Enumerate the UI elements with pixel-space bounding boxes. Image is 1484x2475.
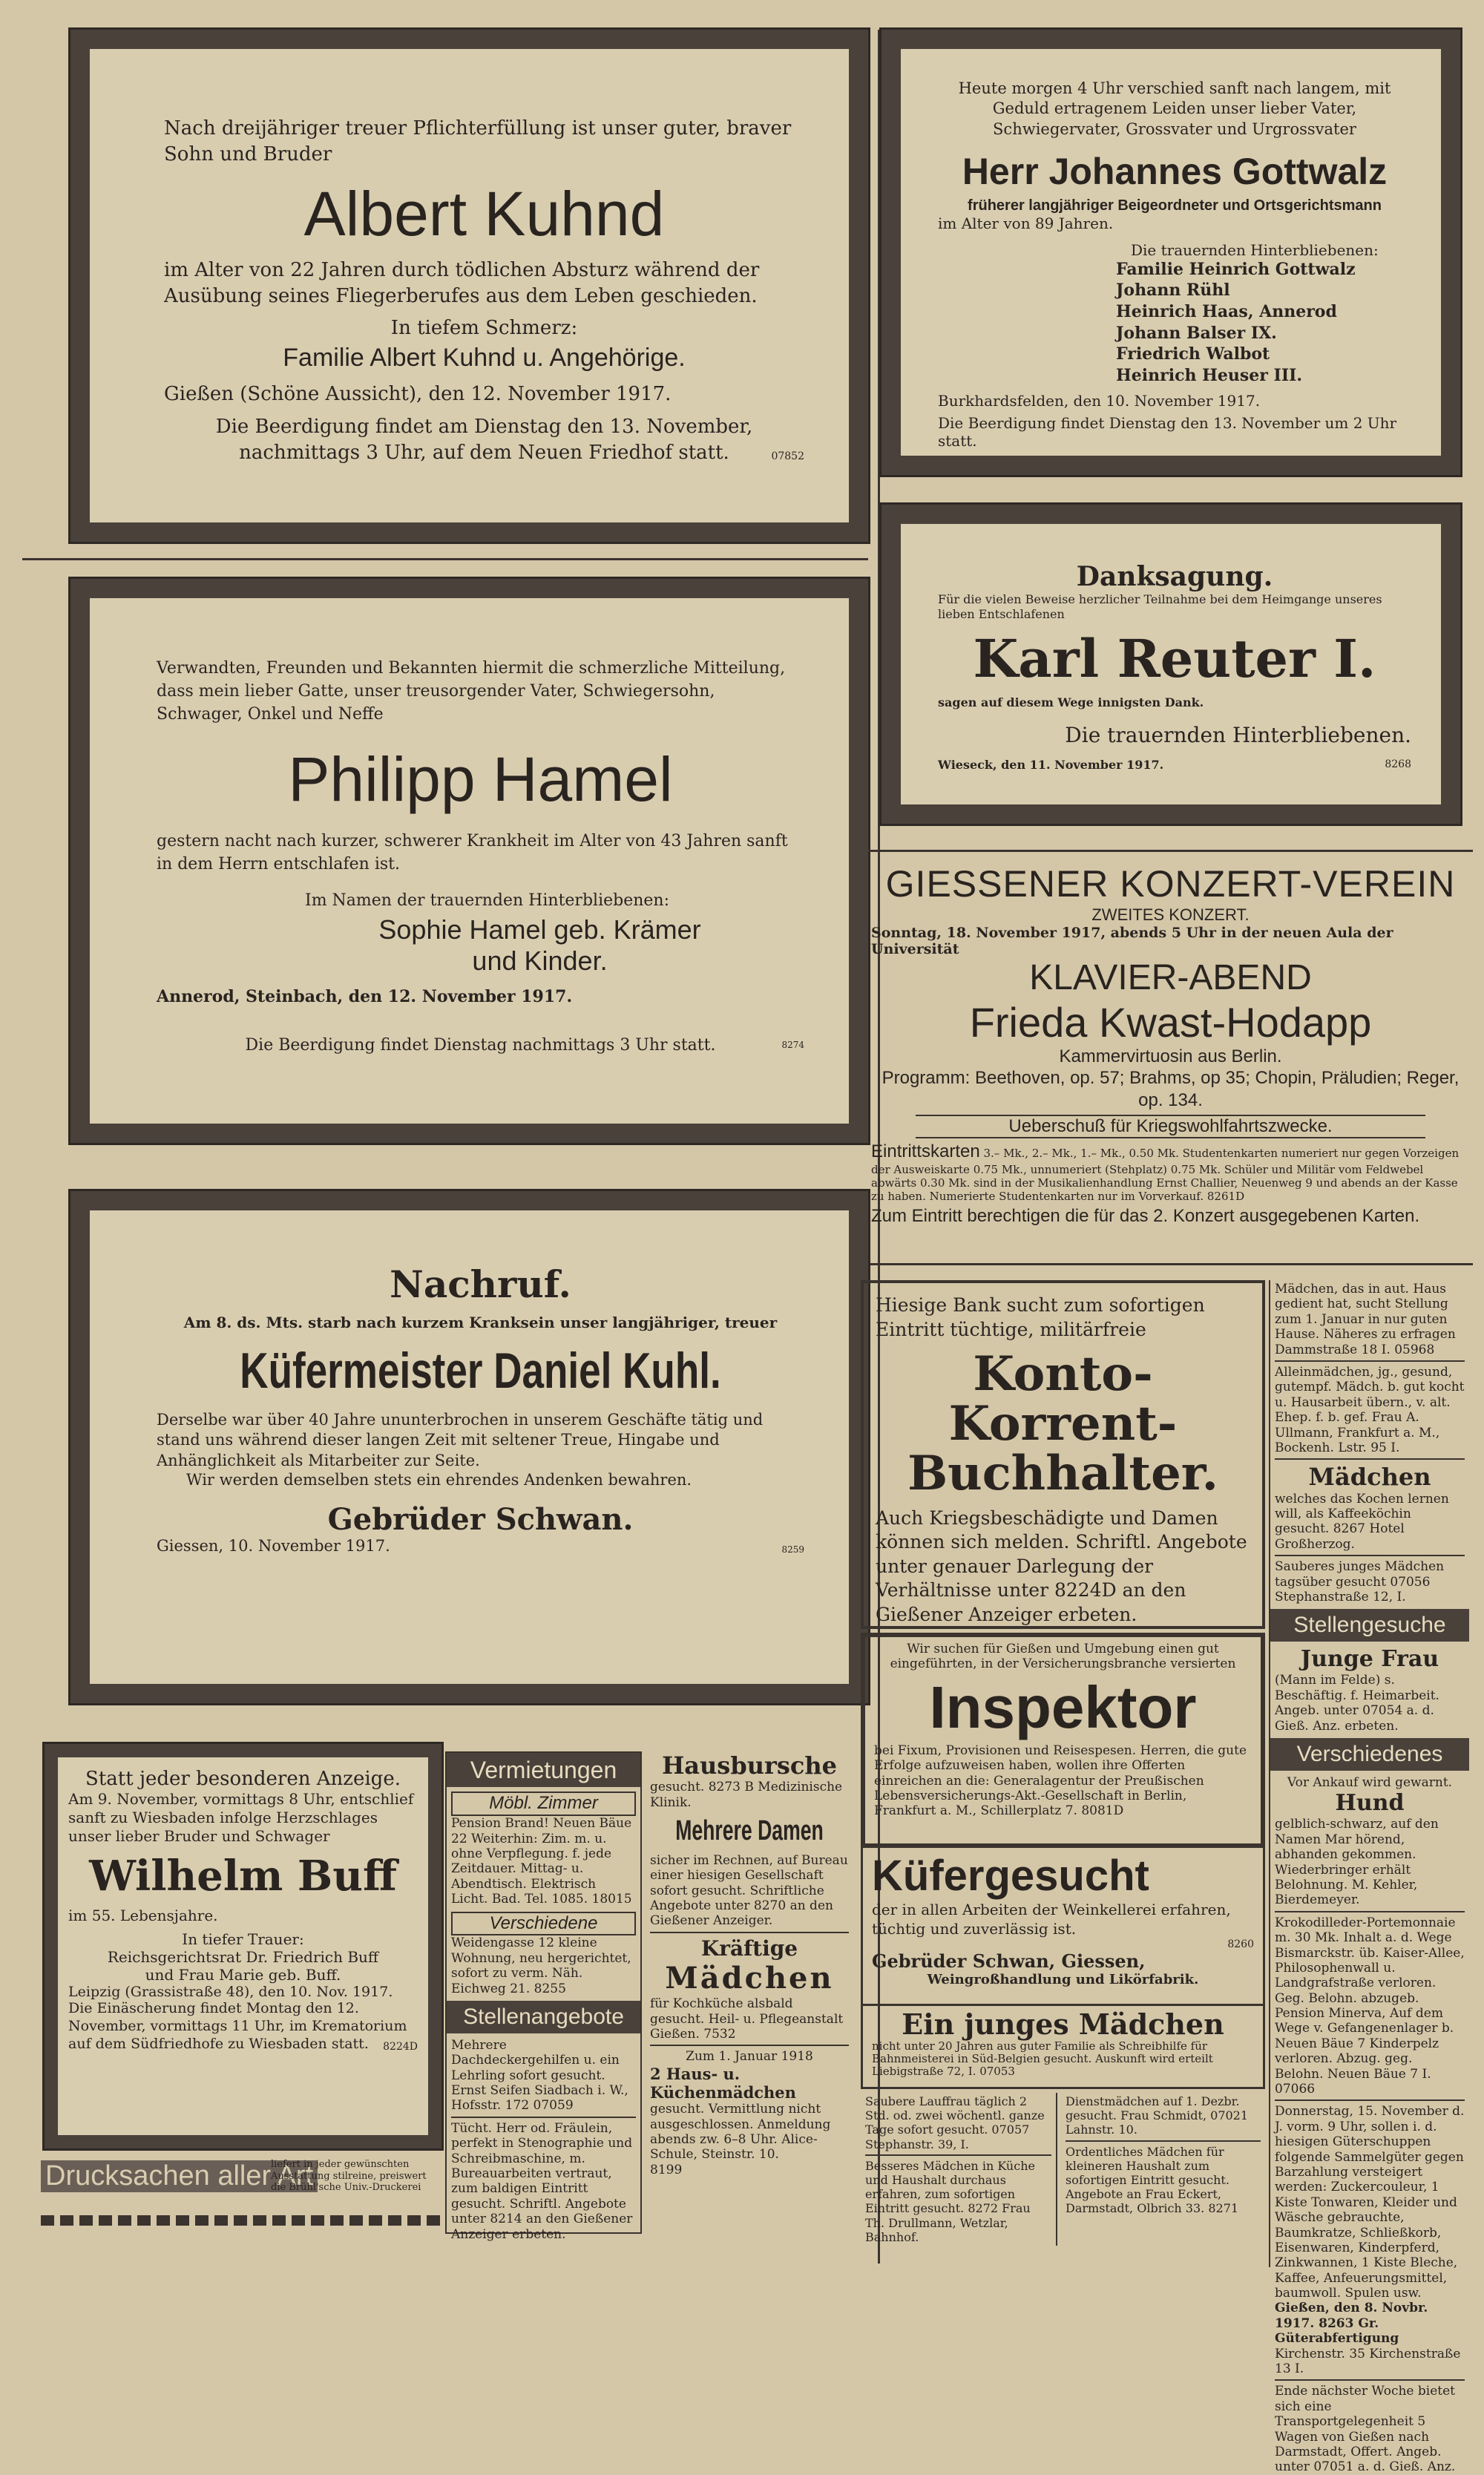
- obit-funeral: Die Beerdigung findet am Dienstag den 13. November, nachmittags 3 Uhr, auf dem Neuen Friedhof statt.: [215, 416, 753, 465]
- ad-col-right: [1061, 2093, 1265, 2217]
- inspektor-title: Inspektor: [929, 1674, 1197, 1740]
- small-ads-right: [1269, 1280, 1469, 2475]
- nachruf-daniel-kuhl: [70, 1191, 868, 1703]
- ad-warning: Vor Ankauf wird gewarnt.: [1287, 1774, 1453, 1790]
- nachruf-code: 8259: [781, 1544, 804, 1555]
- danksagung-karl-reuter: [881, 505, 1460, 824]
- thanks-place: Wieseck, den 11. November 1917.: [938, 758, 1164, 772]
- obit-intro: Verwandten, Freunden und Bekannten hiermit die schmerzliche Mitteilung, dass mein lieber Gatte, unser treusorgender Vater, Schwiegersohn, Schwager, Onkel und Neffe: [157, 659, 786, 724]
- nachruf-name: Küfermeister Daniel Kuhl.: [240, 1343, 721, 1399]
- obit-widow: Sophie Hamel geb. Krämer: [378, 914, 701, 945]
- thanks-name: Karl Reuter I.: [973, 628, 1376, 689]
- mourner: Johann Rühl: [1116, 281, 1230, 301]
- tickets-code: 8261D: [1206, 1189, 1245, 1203]
- kontokorrent-ad: [861, 1280, 1265, 1629]
- konzert-event: KLAVIER-ABEND: [1029, 958, 1312, 997]
- ad-allein: Alleinmädchen, jg., gesund, gutempf. Mädch. b. gut kocht u. Hausarbeit übern., v. alt. Ehep. f. b. gef. Frau A. Ullmann, Frankfurt a. M., Bockenh. Lstr. 95 I.: [1275, 1364, 1465, 1455]
- buff-age: im 55. Lebensjahre.: [68, 1907, 218, 1924]
- nachruf-body: Derselbe war über 40 Jahre ununterbrochen in unserem Geschäfte tätig und stand uns während dieser langen Zeit mit seltener Treue, Hingabe und Anhänglichkeit als Mitarbeiter zur Seite.: [157, 1411, 764, 1469]
- inspektor-body: bei Fixum, Provisionen und Reisespesen. Herren, die gute Erfolge aufzuweisen haben, wollen ihre Offerten einreichen an die: Generalagentur der Preußischen Lebensversicherungs-Akt.-Gesellschaft in Berlin, Frankfurt a. M., Schillerplatz 7. 8081D: [874, 1743, 1247, 1819]
- buff-intro: Statt jeder besonderen Anzeige.: [85, 1768, 401, 1790]
- row-rule: [22, 558, 868, 560]
- obit-funeral: Die Beerdigung findet Dienstag den 13. November um 2 Uhr statt.: [938, 414, 1397, 450]
- buff-m1: Reichsgerichtsrat Dr. Friedrich Buff: [107, 1948, 379, 1966]
- thanks-intro: Für die vielen Beweise herzlicher Teilnahme bei dem Heimgange unseres lieben Entschlafenen: [938, 592, 1382, 621]
- ad-maedchen: für Kochküche alsbald gesucht. Heil- u. Pflegeanstalt Gießen. 7532: [650, 1996, 844, 2042]
- kk-intro: Hiesige Bank sucht zum sofortigen Eintritt tüchtige, militärfreie: [876, 1294, 1205, 1340]
- drucksachen-title: Drucksachen aller Art: [41, 2160, 318, 2192]
- vermietungen-column: [445, 1751, 642, 2242]
- moebl-zimmer-header: Möbl. Zimmer: [451, 1791, 636, 1816]
- mourner: Johann Balser IX.: [1116, 323, 1277, 343]
- obit-children: und Kinder.: [472, 945, 608, 976]
- kk-body: Auch Kriegsbeschädigte und Damen können sich melden. Schriftl. Angebote unter genauer Darlegung der Verhältnisse unter 8224D an den Gießener Anzeiger erbeten.: [876, 1507, 1247, 1625]
- konzert-artist-title: Kammervirtuosin aus Berlin.: [1059, 1046, 1282, 1066]
- ad-lauffrau: Saubere Lauffrau täglich 2 Std. od. zwei wöchentl. ganze Tage sofort gesucht. 07057 Stephanstr. 39, I.: [865, 2094, 1045, 2151]
- nachruf-firm: Gebrüder Schwan.: [327, 1501, 634, 1537]
- jm-body: nicht unter 20 Jahren aus guter Familie als Schreibhilfe für Bahnmeisterei in Süd-Belgien gesucht. Auskunft wird erteilt Liebigstraße 72, I. 07053: [872, 2039, 1213, 2079]
- ad-sauberes: Sauberes junges Mädchen tagsüber gesucht 07056 Stephanstraße 12, I.: [1275, 1559, 1445, 1605]
- tickets-text: 3.– Mk., 2.– Mk., 1.– Mk., 0.50 Mk. Studentenkarten numeriert nur gegen Vorzeigen der Ausweiskarte 0.75 Mk., unnumeriert (Stehplatz) 0.75 Mk. Schüler und Militär vom Feldwebel abwärts 0.30 Mk. sind in der Musikalienhandlung Ernst Challier, Neuenweg 9 und abends an der Kasse zu haben. Numerierte Studentenkarten nur im Vorverkauf.: [871, 1147, 1460, 1203]
- ad-maedchen-title: Mädchen: [665, 1961, 834, 1996]
- drucksachen-text: liefert in jeder gewünschten Ausstattung stilreine, preiswert die Brühl'sche Univ.-Druckerei: [271, 2159, 427, 2194]
- konzert-footer: Zum Eintritt berechtigen die für das 2. Konzert ausgegebenen Karten.: [871, 1205, 1420, 1226]
- ad-ordentliches: Ordentliches Mädchen für kleineren Haushalt zum sofortigen Eintritt gesucht. Angebote an Frau Eckert, Darmstadt, Olbrich 33. 8271: [1066, 2144, 1239, 2216]
- obit-role: früherer langjähriger Beigeordneter und Ortsgerichtsmann: [968, 197, 1382, 214]
- drucksachen-ad: [41, 2156, 441, 2208]
- ad-kueche: gesucht. Vermittlung nicht ausgeschlossen. Anmeldung abends zw. 6–8 Uhr. Alice-Schule, Steinstr. 10.: [650, 2102, 831, 2163]
- kuefer-ad: [861, 1848, 1265, 2004]
- ad-kirchen: Kirchenstr. 35 Kirchenstraße 13 I.: [1275, 2346, 1461, 2377]
- ad-junge-frau-title: Junge Frau: [1300, 1646, 1439, 1673]
- ad-code: 8199: [650, 2162, 683, 2177]
- mourner: Familie Heinrich Gottwalz: [1116, 259, 1356, 279]
- obit-name: Philipp Hamel: [288, 744, 673, 815]
- obit-code: 8274: [781, 1039, 804, 1050]
- stellengesuche-header: Stellengesuche: [1270, 1609, 1469, 1642]
- ad-col-left: [861, 2093, 1057, 2246]
- buff-m2: und Frau Marie geb. Buff.: [145, 1966, 341, 1984]
- nachruf-title: Nachruf.: [390, 1262, 571, 1306]
- ad-maedchen: Mädchen, das in aut. Haus gedient hat, sucht Stellung zum 1. Januar in nur guten Hause. Näheres zu erfragen Dammstraße 18 I. 05968: [1275, 1282, 1456, 1357]
- buff-name: Wilhelm Buff: [89, 1852, 397, 1901]
- kk-title2: Buchhalter.: [907, 1446, 1218, 1502]
- obit-intro: Nach dreijähriger treuer Pflichterfüllung ist unser guter, braver Sohn und Bruder: [164, 117, 792, 166]
- obit-name: Albert Kuhnd: [303, 179, 665, 249]
- ad-weidengasse: Weidengasse 12 kleine Wohnung, neu hergerichtet, sofort zu verm. Näh. Eichweg 21. 8255: [451, 1935, 631, 1996]
- ad-versteigerung: Donnerstag, 15. November d. J. vorm. 9 Uhr, sollen i. d. hiesigen Güterschuppen folgende Sammelgüter gegen Barzahlung versteigert werden: Zuckercouleur, 1 Kiste Tonwaren, Kleider und Wäsche gebrauchte, Baumkratze, Schließkorb, Eisenwaren, Kinderpferd, Zinkwannen, 1 Kiste Bleche, Kaffee, Anfeuerungsmittel, baumwoll. Spulen usw.: [1275, 2104, 1465, 2301]
- kuefer-title: Küfergesucht: [872, 1852, 1149, 1900]
- ad-hund-title: Hund: [1335, 1790, 1405, 1817]
- mourners-list: [1116, 259, 1411, 387]
- nachruf-place: Giessen, 10. November 1917.: [157, 1536, 390, 1555]
- obit-mourners-label: Die trauernden Hinterbliebenen:: [1131, 240, 1379, 259]
- kuefer-code: 8260: [1227, 1938, 1254, 1950]
- thanks-code: 8268: [1385, 758, 1411, 770]
- junges-maedchen-ad: [861, 2004, 1265, 2089]
- thanks-title: Danksagung.: [1076, 561, 1273, 592]
- obituary-wilhelm-buff: [45, 1744, 441, 2148]
- ornament-border: [41, 2215, 441, 2226]
- konzert-verein-ad: [868, 850, 1473, 1265]
- kuefer-firm2: Weingroßhandlung und Likörfabrik.: [927, 1971, 1199, 1987]
- inspektor-intro: Wir suchen für Gießen und Umgebung einen gut eingeführten, in der Versicherungsbranche versierten: [890, 1642, 1236, 1672]
- ad-hausbursche-title: Hausbursche: [662, 1751, 837, 1780]
- ad-hausbursche: gesucht. 8273 B Medizinische Klinik.: [650, 1780, 843, 1810]
- obit-mourners-label: Im Namen der trauernden Hinterbliebenen:: [305, 891, 669, 910]
- ad-maedchen2: welches das Kochen lernen will, als Kaffeeköchin gesucht. 8267 Hotel Großherzog.: [1275, 1491, 1449, 1552]
- obituary-gottwalz: [881, 30, 1460, 475]
- konzert-title: GIESSENER KONZERT-VEREIN: [885, 863, 1456, 905]
- ad-damen: sicher im Rechnen, auf Bureau einer hiesigen Gesellschaft sofort gesucht. Schriftliche Angebote unter 8270 an den Gießener Anzeiger.: [650, 1852, 848, 1929]
- konzert-date: Sonntag, 18. November 1917, abends 5 Uhr in der neuen Aula der Universität: [871, 925, 1393, 957]
- obit-family: Familie Albert Kuhnd u. Angehörige.: [283, 344, 686, 373]
- obit-name: Herr Johannes Gottwalz: [962, 150, 1388, 192]
- stellenangebote-header: Stellenangebote: [447, 2001, 640, 2033]
- vermietungen-header: Vermietungen: [447, 1753, 640, 1787]
- kk-title1: Konto-Korrent-: [948, 1346, 1178, 1452]
- obituary-albert-kuhnd: [70, 30, 868, 542]
- thanks-text: sagen auf diesem Wege innigsten Dank.: [938, 695, 1204, 709]
- konzert-tickets: [871, 1141, 1470, 1203]
- obit-place: Gießen (Schöne Aussicht), den 12. November 1917.: [164, 383, 672, 406]
- kuefer-firm: Gebrüder Schwan, Giessen,: [872, 1950, 1146, 1972]
- ad-pension: Pension Brand! Neuen Bäue 22 Weiterhin: Zim. m. u. ohne Verpflegung. f. jede Zeitdauer. Mittag- u. Abendtisch. Elektrisch Licht. Bad. Tel. 1085. 18015: [451, 1816, 632, 1907]
- ad-dienstmaedchen: Dienstmädchen auf 1. Dezbr. gesucht. Frau Schmidt, 07021 Lahnstr. 10.: [1066, 2094, 1249, 2137]
- ad-damen-title: Mehrere Damen: [675, 1815, 824, 1847]
- bottom-small-ads: [861, 2093, 1265, 2267]
- obituary-philipp-hamel: [70, 579, 868, 1143]
- nachruf-memory: Wir werden demselben stets ein ehrendes Andenken bewahren.: [186, 1470, 692, 1489]
- ad-besseres: Besseres Mädchen in Küche und Haushalt durchaus erfahren, zum sofortigen Eintritt gesucht. 8272 Frau Th. Drullmann, Wetzlar, Bahnhof.: [865, 2158, 1035, 2244]
- obit-place: Burkhardsfelden, den 10. November 1917.: [938, 392, 1261, 410]
- verschiedene-header: Verschiedene: [451, 1912, 636, 1936]
- ad-maedchen2-title: Mädchen: [1308, 1463, 1431, 1492]
- obit-code: 07852: [771, 450, 804, 462]
- ad-junge-frau: (Mann im Felde) s. Beschäftig. f. Heimarbeit. Angeb. unter 07054 a. d. Gieß. Anz. erbeten.: [1275, 1673, 1439, 1734]
- buff-grief: In tiefer Trauer:: [182, 1930, 304, 1948]
- tickets-label: Eintrittskarten: [871, 1141, 980, 1161]
- konzert-surplus: Ueberschuß für Kriegswohlfahrtszwecke.: [916, 1115, 1425, 1138]
- obit-funeral: Die Beerdigung findet Dienstag nachmittags 3 Uhr statt.: [245, 1035, 716, 1055]
- obit-body: im Alter von 22 Jahren durch tödlichen Absturz während der Ausübung seines Fliegerberufes aus dem Leben geschieden.: [164, 259, 760, 308]
- ad-kraeftige: Kräftige: [700, 1935, 798, 1961]
- middle-small-ads: [646, 1751, 853, 2234]
- ad-hund: gelblich-schwarz, auf den Namen Mar hörend, abhanden gekommen. Wiederbringer erhält Belohnung. M. Kehler, Bierdemeyer.: [1275, 1817, 1439, 1908]
- obit-grief: In tiefem Schmerz:: [390, 317, 578, 340]
- verschiedenes-header: Verschiedenes: [1270, 1738, 1469, 1771]
- mourner: Heinrich Heuser III.: [1116, 365, 1303, 385]
- buff-text: Am 9. November, vormittags 8 Uhr, entschlief sanft zu Wiesbaden infolge Herzschlages unser lieber Bruder und Schwager: [68, 1790, 414, 1845]
- obit-intro: Heute morgen 4 Uhr verschied sanft nach langem, mit Geduld ertragenem Leiden unser lieber Vater, Schwiegervater, Grossvater und Urgrossvater: [958, 79, 1391, 138]
- nachruf-intro: Am 8. ds. Mts. starb nach kurzem Kranksein unser langjähriger, treuer: [183, 1314, 778, 1331]
- ad-tuecht: Tücht. Herr od. Fräulein, perfekt in Stenographie und Schreibmaschine, m. Bureauarbeiten vertraut, zum baldigen Eintritt gesucht. Schriftl. Angebote unter 8214 an den Gießener Anzeiger erbeten.: [451, 2120, 633, 2242]
- obit-place: Annerod, Steinbach, den 12. November 1917.: [157, 986, 573, 1006]
- inspektor-ad: [861, 1633, 1265, 1848]
- buff-place: Leipzig (Grassistraße 48), den 10. Nov. 1917.: [68, 1984, 393, 2000]
- buff-funeral: Die Einäscherung findet Montag den 12. November, vormittags 11 Uhr, im Krematorium auf dem Südfriedhofe zu Wiesbaden statt.: [68, 2000, 407, 2052]
- ad-rail: Gießen, den 8. Novbr. 1917. 8263 Gr. Güterabfertigung: [1275, 2301, 1428, 2347]
- thanks-mourners: Die trauernden Hinterbliebenen.: [1065, 723, 1411, 747]
- konzert-program: Programm: Beethoven, op. 57; Brahms, op 35; Chopin, Präludien; Reger, op. 134.: [881, 1068, 1460, 1110]
- obit-body: gestern nacht nach kurzer, schwerer Krankheit im Alter von 43 Jahren sanft in dem Herrn entschlafen ist.: [157, 832, 788, 874]
- kuefer-body: der in allen Arbeiten der Weinkellerei erfahren, tüchtig und zuverlässig ist.: [872, 1900, 1231, 1938]
- obit-age: im Alter von 89 Jahren.: [938, 214, 1114, 232]
- ad-ende: Ende nächster Woche bietet sich eine Transportgelegenheit 5 Wagen von Gießen nach Darmstadt, Offert. Angeb. unter 07051 a. d. Gieß. Anz.: [1275, 2384, 1456, 2475]
- ad-januar: Zum 1. Januar 1918: [686, 2049, 813, 2065]
- ad-dachdecker: Mehrere Dachdeckergehilfen u. ein Lehrling sofort gesucht. Ernst Seifen Siadbach i. W., Hofsstr. 172 07059: [451, 2037, 628, 2114]
- jm-title: Ein junges Mädchen: [902, 2007, 1224, 2041]
- konzert-artist: Frieda Kwast-Hodapp: [969, 999, 1372, 1046]
- buff-code: 8224D: [383, 2041, 418, 2053]
- ad-kueche-title: 2 Haus- u. Küchenmädchen: [650, 2064, 796, 2102]
- mourner: Heinrich Haas, Annerod: [1116, 302, 1337, 322]
- mourner: Friedrich Walbot: [1116, 344, 1270, 364]
- ad-verloren: Krokodilleder-Portemonnaie m. 30 Mk. Inhalt a. d. Wege Bismarckstr. üb. Kaiser-Allee, Philosophenwall u. Landgrafstraße verloren. Geg. Belohn. abzugeb. Pension Minerva, Auf dem Wege v. Gefangenenlager b. Neuen Bäue 7 Kinderpelz verloren. Abzug. geg. Belohn. Neuen Bäue 7 I. 07066: [1275, 1915, 1465, 2097]
- konzert-subtitle: ZWEITES KONZERT.: [1091, 905, 1250, 924]
